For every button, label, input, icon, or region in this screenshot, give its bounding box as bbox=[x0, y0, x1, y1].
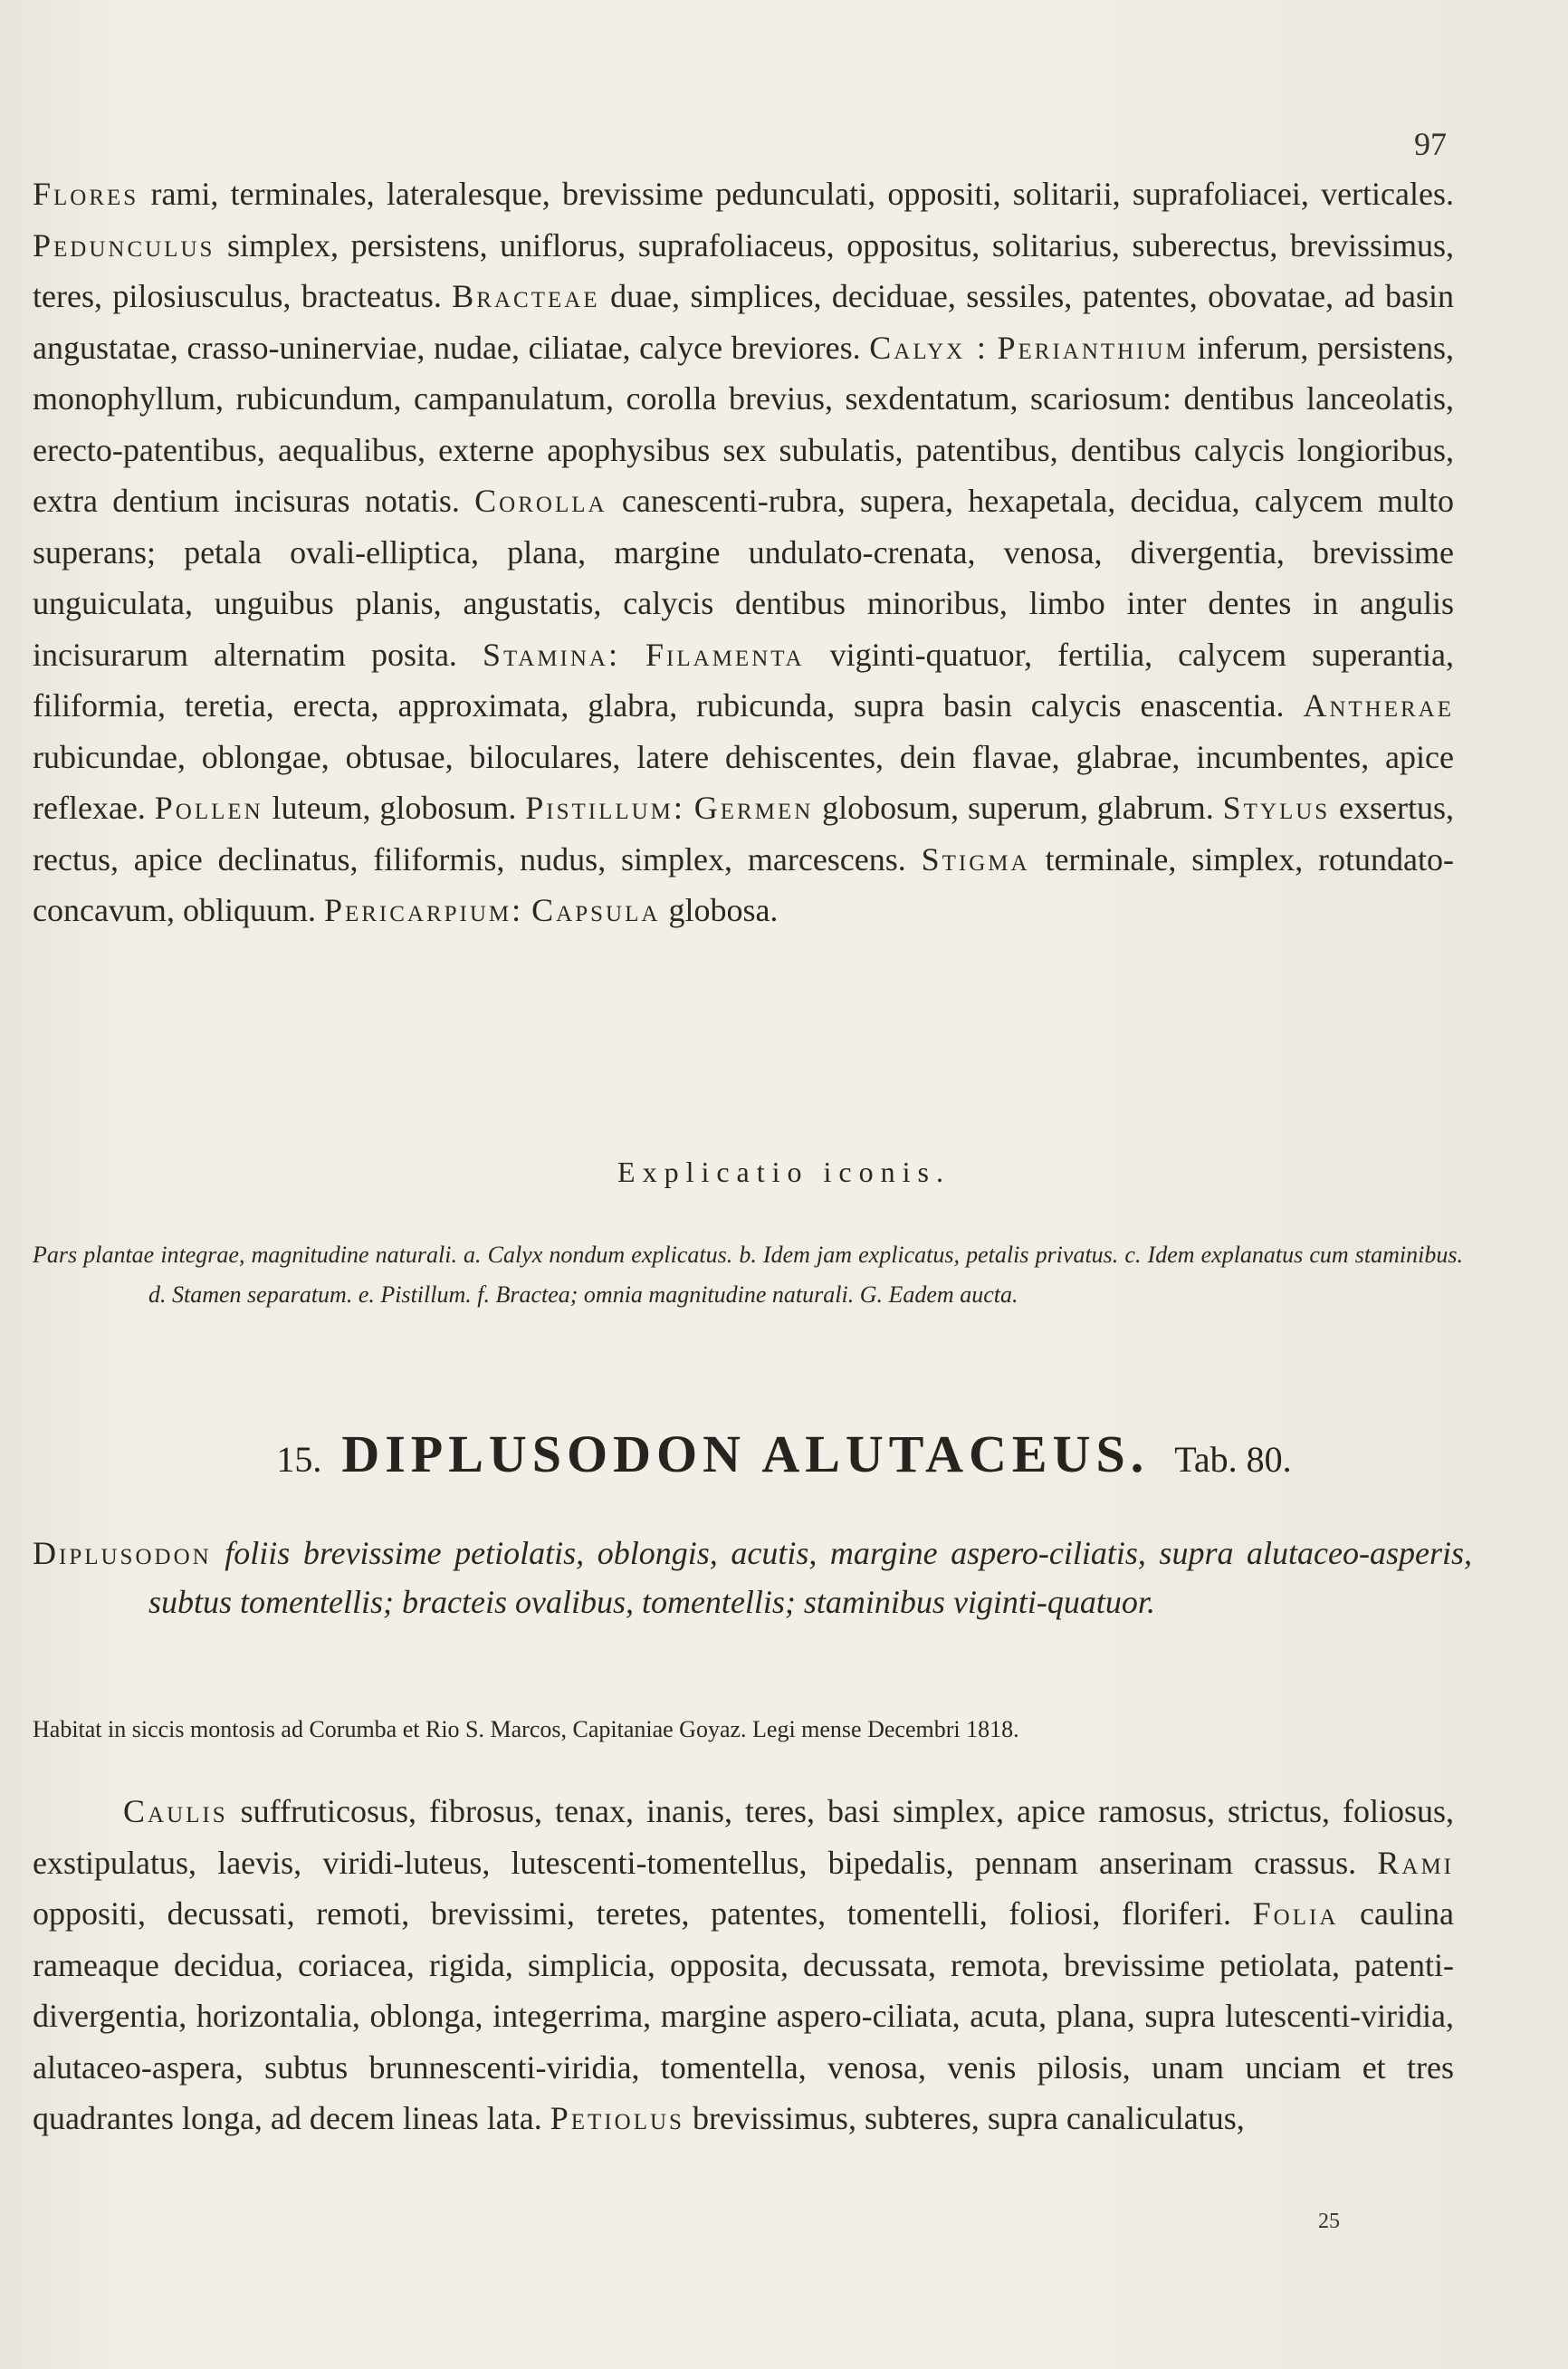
text-petiolus: brevissimus, subteres, supra canaliculatus, bbox=[692, 2100, 1245, 2136]
text-pedunculus: simplex, persistens, uniflorus, suprafoliaceus, oppositus, solitarius, suberectus, brevissimus, teres, pilosiusculus, bracteatus. bbox=[33, 226, 1454, 314]
stem-description-paragraph bbox=[33, 1786, 1454, 2144]
term-calyx: Calyx : bbox=[869, 329, 989, 366]
term-stylus: Stylus bbox=[1222, 790, 1331, 826]
plate-reference: Tab. 80. bbox=[1174, 1439, 1292, 1480]
term-caulis: Caulis bbox=[123, 1793, 228, 1829]
species-name: DIPLUSODON ALUTACEUS. bbox=[341, 1424, 1150, 1483]
term-stigma: Stigma bbox=[921, 840, 1030, 878]
habitat-line: Habitat in siccis montosis ad Corumba et Rio S. Marcos, Capitaniae Goyaz. Legi mense Decembri 1818. bbox=[33, 1716, 1019, 1742]
term-bracteae: Bracteae bbox=[452, 278, 600, 314]
text-caulis: suffruticosus, fibrosus, tenax, inanis, teres, basi simplex, apice ramosus, strictus, foliosus, exstipulatus, laevis, viridi-luteus, lutescenti-tomentellus, bipedalis, pennam anserinam crassus. bbox=[33, 1793, 1455, 1881]
term-pollen: Pollen bbox=[154, 790, 263, 826]
term-folia: Folia bbox=[1252, 1895, 1339, 1932]
text-corolla: canescenti-rubra, supera, hexapetala, decidua, calycem multo superans; petala ovali-elliptica, plana, margine undulato-crenata, venosa, divergentia, brevissime unguiculata, unguibus planis, angustatis, calycis dentibus minoribus, limbo inter dentes in angulis incisurarum alternatim posita. bbox=[33, 483, 1454, 673]
term-capsula: Capsula bbox=[531, 892, 661, 928]
term-corolla: Corolla bbox=[474, 483, 607, 519]
signature-mark: 25 bbox=[1318, 2210, 1340, 2233]
text-pollen: luteum, globosum. bbox=[272, 790, 517, 826]
species-diagnosis bbox=[33, 1529, 1472, 1626]
text-stigma: terminale, simplex, rotundato-concavum, obliquum. bbox=[33, 840, 1455, 928]
explicatio-text: Pars plantae integrae, magnitudine naturali. a. Calyx nondum explicatus. b. Idem jam explicatus, petalis privatus. c. Idem explanatus cum staminibus. d. Stamen separatum. e. Pistillum. f. Bractea; omnia magnitudine naturali. G. Eadem aucta. bbox=[33, 1242, 1463, 1308]
text-capsula: globosa. bbox=[668, 892, 779, 928]
text-rami: oppositi, decussati, remoti, brevissimi, teretes, patentes, tomentelli, foliosi, floriferi. bbox=[33, 1895, 1231, 1932]
term-pedunculus: Pedunculus bbox=[33, 226, 215, 264]
explicatio-heading: Explicatio iconis. bbox=[617, 1156, 951, 1188]
text-folia: caulina rameaque decidua, coriacea, rigida, simplicia, opposita, decussata, remota, brevissime petiolata, patenti-divergentia, horizontalia, oblonga, integerrima, margine aspero-ciliata, acuta, plana, supra lutescenti-viridia, alutaceo-aspera, subtus brunnescenti-viridia, tomentella, venosa, venis pilosis, unam unciam et tres quadrantes longa, ad decem lineas lata. bbox=[33, 1895, 1454, 2136]
text-bracteae: duae, simplices, deciduae, sessiles, patentes, obovatae, ad basin angustatae, crasso-uninerviae, nudae, ciliatae, calyce breviores. bbox=[33, 278, 1455, 366]
explicatio-paragraph bbox=[33, 1235, 1463, 1315]
page-number: 97 bbox=[1414, 126, 1447, 162]
text-antherae: rubicundae, oblongae, obtusae, biloculares, latere dehiscentes, dein flavae, glabrae, incumbentes, apice reflexae. bbox=[33, 738, 1454, 826]
diagnosis-text: foliis brevissime petiolatis, oblongis, acutis, margine aspero-ciliatis, supra alutaceo-asperis, subtus tomentellis; bracteis ovalibus, tomentellis; staminibus viginti-quatuor. bbox=[148, 1535, 1473, 1620]
flower-description-paragraph bbox=[33, 168, 1454, 936]
term-filamenta: Filamenta bbox=[645, 636, 805, 673]
term-flores: Flores bbox=[33, 176, 139, 212]
term-pericarpium: Pericarpium: bbox=[323, 892, 524, 928]
text-filamenta: viginti-quatuor, fertilia, calycem superantia, filiformia, teretia, erecta, approximata, glabra, rubicunda, supra basin calycis enascentia. bbox=[33, 636, 1455, 724]
diagnosis-genus: Diplusodon bbox=[33, 1535, 212, 1571]
term-antherae: Antherae bbox=[1303, 687, 1454, 724]
term-rami: Rami bbox=[1377, 1844, 1454, 1881]
text-germen: globosum, superum, glabrum. bbox=[822, 790, 1214, 826]
text-stylus: exsertus, rectus, apice declinatus, filiformis, nudus, simplex, marcescens. bbox=[33, 790, 1454, 878]
text-flores: rami, terminales, lateralesque, brevissime pedunculati, oppositi, solitarii, suprafoliacei, verticales. bbox=[150, 176, 1454, 212]
text-perianthium: inferum, persistens, monophyllum, rubicundum, campanulatum, corolla brevius, sexdentatum, scariosum: dentibus lanceolatis, erecto-patentibus, aequalibus, externe apophysibus sex subulatis, patentibus, dentibus calycis longioribus, extra dentium incisuras notatis. bbox=[33, 329, 1455, 519]
term-petiolus: Petiolus bbox=[550, 2100, 684, 2136]
term-germen: Germen bbox=[693, 790, 814, 826]
term-stamina: Stamina: bbox=[482, 636, 620, 673]
species-heading bbox=[0, 1424, 1568, 1484]
species-number: 15. bbox=[276, 1439, 322, 1480]
term-perianthium: Perianthium bbox=[997, 329, 1189, 366]
term-pistillum: Pistillum: bbox=[525, 790, 685, 826]
